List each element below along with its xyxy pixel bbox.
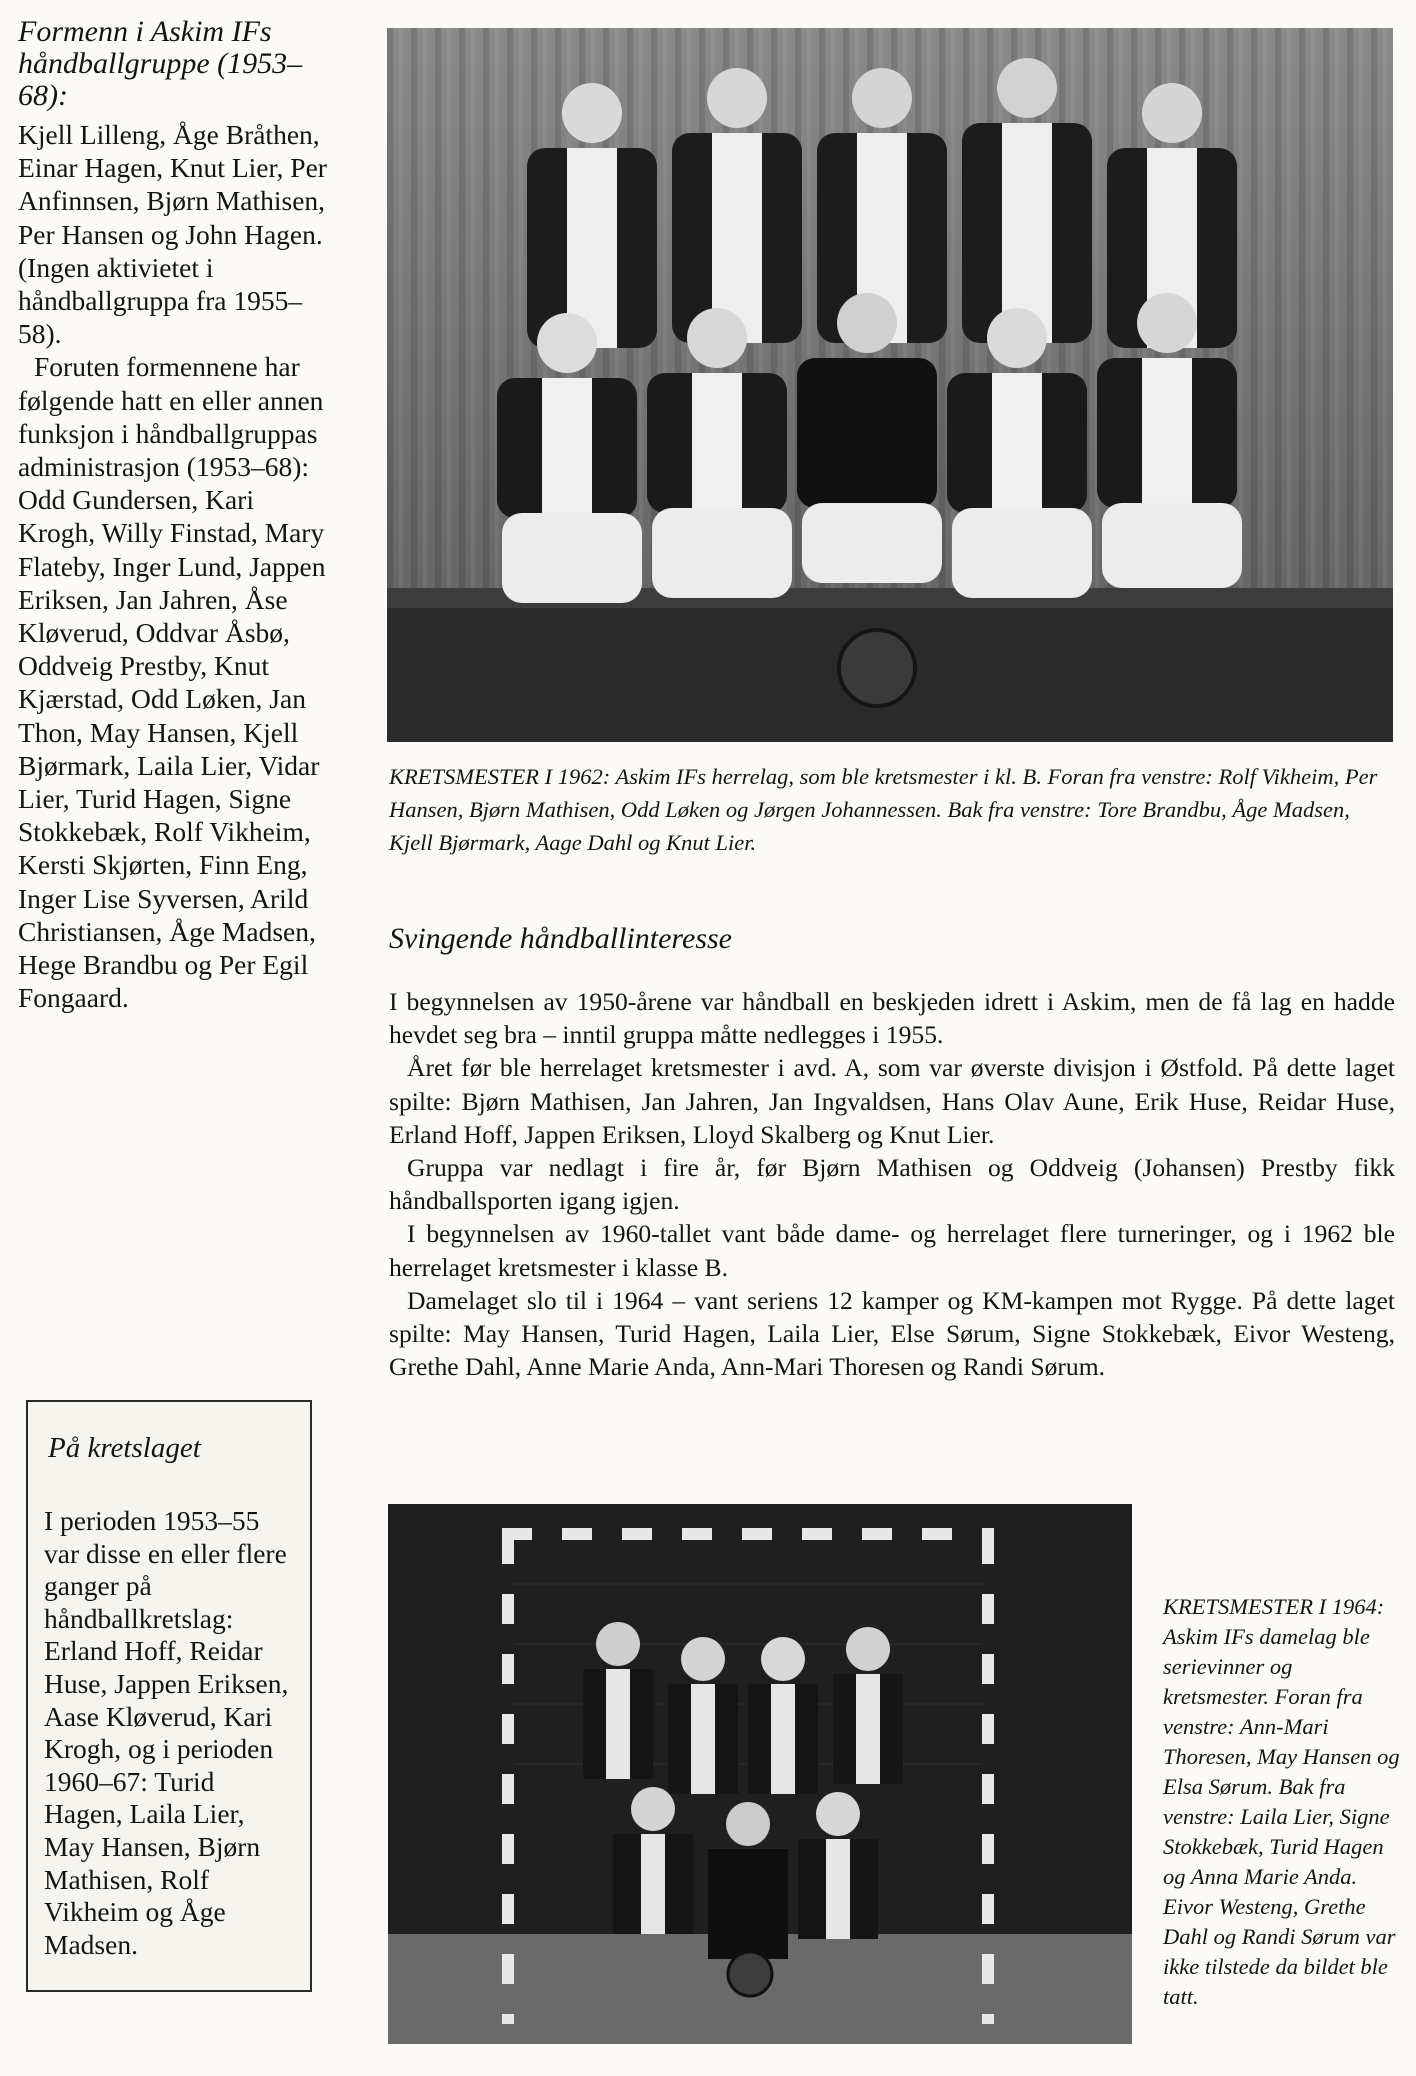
article-title: Svingende håndballinteresse [389,922,732,955]
administration-list: Foruten formennene har følgende hatt en eller annen funksjon i håndballgruppas administrasjon (1953–68): Odd Gundersen, Kari Krogh, Willy Finstad, Mary Flateby, Inger Lund, Jappen Eriksen, Jan Jahren, Åse Kløverud, Oddvar Åsbø, Oddveig Prestby, Knut Kjærstad, Odd Løken, Jan Thon, May Hansen, Kjell Bjørmark, Laila Lier, Vidar Lier, Turid Hagen, Signe Stokkebæk, Rolf Vikheim, Kersti Skjørten, Finn Eng, Inger Lise Syversen, Arild Christiansen, Åge Madsen, Hege Brandbu og Per Egil Fongaard. [18,351,326,1014]
womens-team-caption: KRETSMESTER I 1964: Askim IFs damelag ble serievinner og kretsmester. Foran fra venstre: Ann-Mari Thoresen, May Hansen og Elsa Sørum. Bak fra venstre: Laila Lier, Signe Stokkebæk, Turid Hagen og Anna Marie Anda. Eivor Westeng, Grethe Dahl og Randi Sørum var ikke tilstede da bildet ble tatt. [1163,1594,1400,2009]
womens-team-photo-image [388,1504,1132,2044]
article-body [389,985,1395,1383]
womens-team-photo [388,1504,1132,2044]
mens-team-photo-image [387,28,1393,742]
article-paragraph: I begynnelsen av 1960-tallet vant både dame- og herrelaget flere turneringer, og i 1962 ble herrelaget kretsmester i klasse B. [389,1219,1395,1282]
sidebar-body [18,118,328,1014]
article-paragraph: I begynnelsen av 1950-årene var håndball en beskjeden idrett i Askim, men de få lag en hadde hevdet seg bra – inntil gruppa måtte nedlegges i 1955. [389,987,1395,1050]
box-title: På kretslaget [48,1432,201,1464]
mens-team-photo [387,28,1393,742]
mens-team-caption: KRETSMESTER I 1962: Askim IFs herrelag, som ble kretsmester i kl. B. Foran fra venstre: Rolf Vikheim, Per Hansen, Bjørn Mathisen, Odd Løken og Jørgen Johannessen. Bak fra venstre: Tore Brandbu, Åge Madsen, Kjell Bjørmark, Aage Dahl og Knut Lier. [389,764,1378,855]
district-team-box [26,1400,312,1992]
sidebar-title: Formenn i Askim IFs håndballgruppe (1953–68): [18,15,303,112]
article-paragraph: Gruppa var nedlagt i fire år, før Bjørn Mathisen og Oddveig (Johansen) Prestby fikk håndballsporten igang igjen. [389,1153,1395,1216]
article-paragraph: Året før ble herrelaget kretsmester i avd. A, som var øverste divisjon i Østfold. På dette laget spilte: Bjørn Mathisen, Jan Jahren, Jan Ingvaldsen, Hans Olav Aune, Erik Huse, Reidar Huse, Erland Hoff, Jappen Eriksen, Lloyd Skalberg og Knut Lier. [389,1053,1395,1149]
box-text: I perioden 1953–55 var disse en eller flere ganger på håndballkretslag: Erland Hoff, Reidar Huse, Jappen Eriksen, Aase Kløverud, Kari Krogh, og i perioden 1960–67: Turid Hagen, Laila Lier, May Hansen, Bjørn Mathisen, Rolf Vikheim og Åge Madsen. [44,1505,289,1960]
article-paragraph: Damelaget slo til i 1964 – vant seriens 12 kamper og KM-kampen mot Rygge. På dette laget spilte: May Hansen, Turid Hagen, Laila Lier, Else Sørum, Signe Stokkebæk, Eivor Westeng, Grethe Dahl, Anne Marie Anda, Ann-Mari Thoresen og Randi Sørum. [389,1285,1395,1382]
chairmen-list: Kjell Lilleng, Åge Bråthen, Einar Hagen, Knut Lier, Per Anfinnsen, Bjørn Mathisen, Per Hansen og John Hagen. (Ingen aktivietet i håndballgruppa fra 1955–58). [18,119,327,350]
